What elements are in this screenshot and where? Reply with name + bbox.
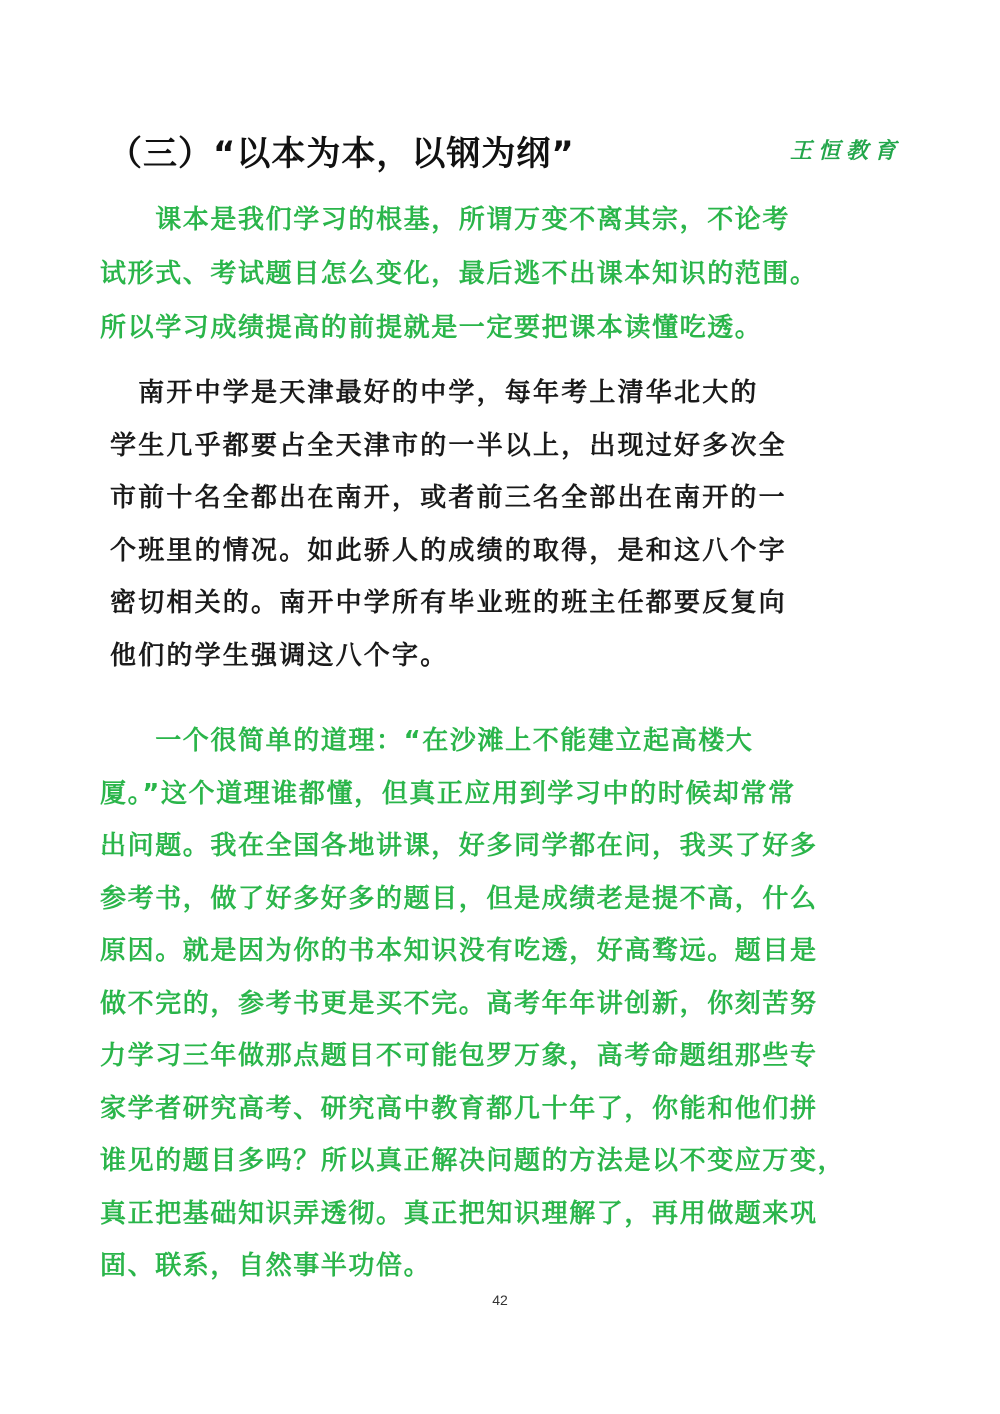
paragraph-line: 个班里的情况。如此骄人的成绩的取得，是和这八个字: [110, 535, 787, 566]
paragraph-line: 家学者研究高考、研究高中教育都几十年了，你能和他们拼: [100, 1093, 818, 1124]
paragraph-line: 密切相关的。南开中学所有毕业班的班主任都要反复向: [110, 588, 787, 618]
paragraph-line: 一个很简单的道理：“在沙滩上不能建立起高楼大: [100, 726, 754, 756]
paragraph-line: 厦。”这个道理谁都懂，但真正应用到学习中的时候却常常: [100, 778, 796, 809]
paragraph-line: 市前十名全都出在南开，或者前三名全部出在南开的一: [110, 483, 787, 513]
paragraph-line: 南开中学是天津最好的中学，每年考上清华北大的: [110, 378, 759, 408]
paragraph-line: 试形式、考试题目怎么变化，最后逃不出课本知识的范围。: [100, 259, 818, 289]
page-number: 42: [492, 1292, 508, 1308]
paragraph-textbook: [100, 193, 818, 355]
paragraph-line: 真正把基础知识弄透彻。真正把知识理解了，再用做题来巩: [100, 1198, 818, 1229]
paragraph-line: 课本是我们学习的根基，所谓万变不离其宗，不论考: [100, 205, 791, 235]
section-heading: （三）“以本为本，以钢为纲”: [108, 134, 575, 174]
paragraph-nankai: [110, 367, 787, 682]
paragraph-line: 所以学习成绩提高的前提就是一定要把课本读懂吃透。: [100, 313, 763, 343]
paragraph-line: 参考书，做了好多好多的题目，但是成绩老是提不高，什么: [100, 883, 818, 914]
paragraph-line: 出问题。我在全国各地讲课，好多同学都在问，我买了好多: [100, 831, 818, 861]
brand-logo-text: 王恒教育: [790, 138, 903, 164]
paragraph-principle: [100, 715, 845, 1293]
paragraph-line: 学生几乎都要占全天津市的一半以上，出现过好多次全: [110, 430, 787, 461]
paragraph-line: 做不完的，参考书更是买不完。高考年年讲创新，你刻苦努: [100, 988, 818, 1019]
paragraph-line: 力学习三年做那点题目不可能包罗万象，高考命题组那些专: [100, 1041, 818, 1071]
paragraph-line: 原因。就是因为你的书本知识没有吃透，好高骛远。题目是: [100, 936, 818, 966]
paragraph-line: 固、联系，自然事半功倍。: [100, 1251, 432, 1281]
paragraph-line: 他们的学生强调这八个字。: [110, 640, 449, 671]
paragraph-line: 谁见的题目多吗？所以真正解决问题的方法是以不变应万变，: [100, 1146, 846, 1176]
